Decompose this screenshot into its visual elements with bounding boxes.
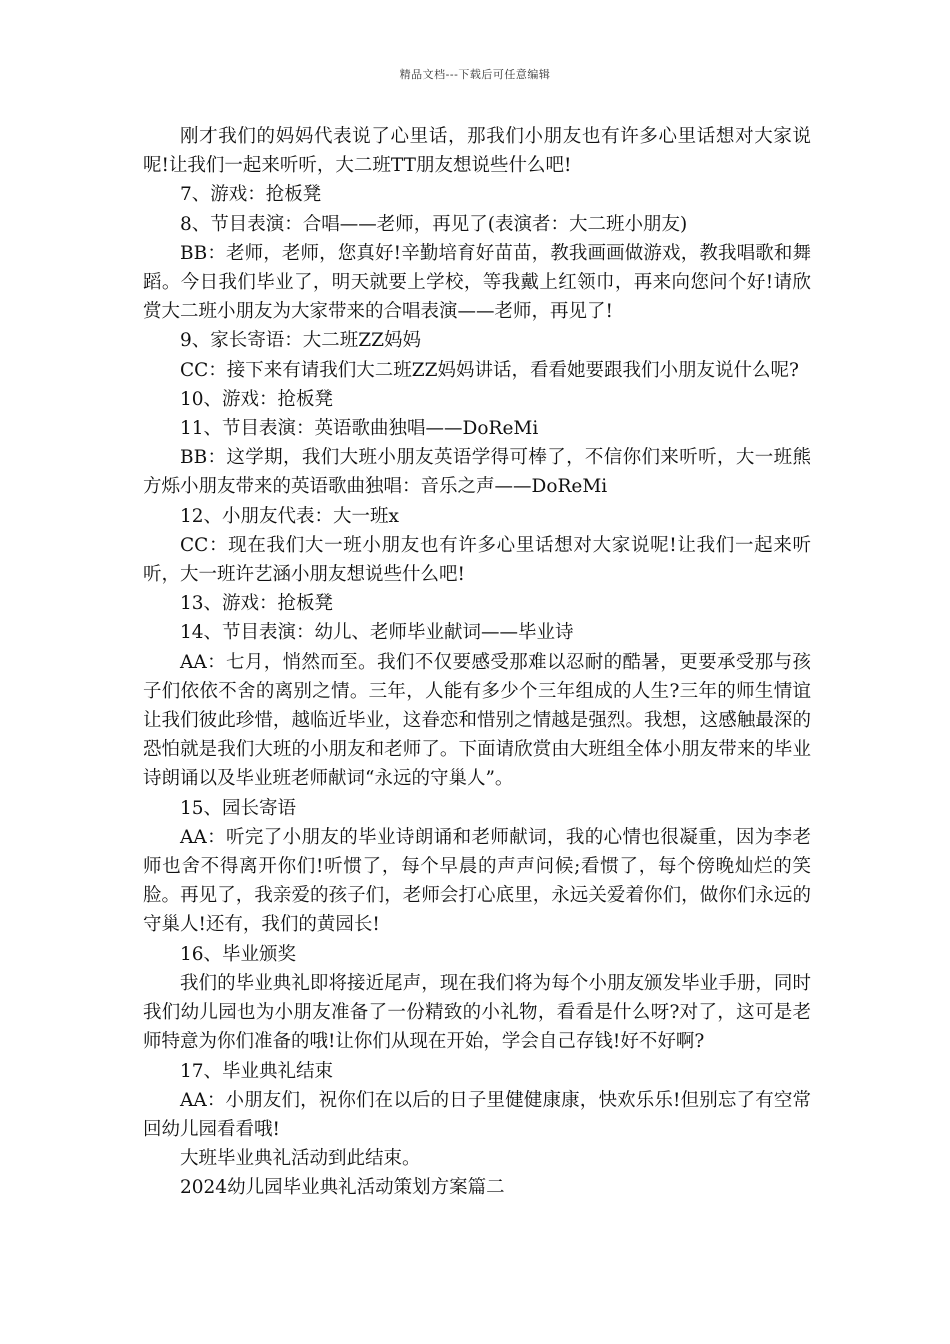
- paragraph: CC：接下来有请我们大二班ZZ妈妈讲话，看看她要跟我们小朋友说什么呢?: [180, 359, 799, 381]
- paragraph: 8、节目表演：合唱——老师，再见了(表演者：大二班小朋友): [180, 213, 688, 235]
- paragraph: 大班毕业典礼活动到此结束。: [180, 1148, 421, 1170]
- paragraph: AA：听完了小朋友的毕业诗朗诵和老师献词，我的心情也很凝重，因为李老师也舍不得离开你们!听惯了，每个早晨的声声问候;看惯了，每个傍晚灿烂的笑脸。再见了，我亲爱的孩子们，老师会打心底里，永远关爱着你们，做你们永远的守巢人!还有，我们的黄园长!: [143, 826, 811, 936]
- document-body: [143, 122, 811, 1203]
- paragraph: 12、小朋友代表：大一班x: [180, 505, 399, 527]
- paragraph: AA：小朋友们，祝你们在以后的日子里健健康康，快欢乐乐!但别忘了有空常回幼儿园看看哦!: [143, 1089, 811, 1140]
- paragraph: 我们的毕业典礼即将接近尾声，现在我们将为每个小朋友颁发毕业手册，同时我们幼儿园也为小朋友准备了一份精致的小礼物，看看是什么呀?对了，这可是老师特意为你们准备的哦!让你们从现在开始，学会自己存钱!好不好啊?: [143, 972, 811, 1053]
- paragraph: BB：老师，老师，您真好!辛勤培育好苗苗，教我画画做游戏，教我唱歌和舞蹈。今日我们毕业了，明天就要上学校，等我戴上红领巾，再来向您问个好!请欣赏大二班小朋友为大家带来的合唱表演——老师，再见了!: [143, 242, 811, 323]
- paragraph: 17、毕业典礼结束: [180, 1060, 334, 1082]
- paragraph: 16、毕业颁奖: [180, 943, 297, 965]
- paragraph: AA：七月，悄然而至。我们不仅要感受那难以忍耐的酷暑，更要承受那与孩子们依依不舍的离别之情。三年，人能有多少个三年组成的人生?三年的师生情谊让我们彼此珍惜，越临近毕业，这眷恋和惜别之情越是强烈。我想，这感触最深的恐怕就是我们大班的小朋友和老师了。下面请欣赏由大班组全体小朋友带来的毕业诗朗诵以及毕业班老师献词“永远的守巢人”。: [143, 651, 811, 790]
- paragraph: BB：这学期，我们大班小朋友英语学得可棒了，不信你们来听听，大一班熊方烁小朋友带来的英语歌曲独唱：音乐之声——DoReMi: [143, 447, 811, 498]
- paragraph: 9、家长寄语：大二班ZZ妈妈: [180, 330, 421, 352]
- paragraph: 刚才我们的妈妈代表说了心里话，那我们小朋友也有许多心里话想对大家说呢!让我们一起来听听，大二班TT朋友想说些什么吧!: [143, 126, 811, 177]
- paragraph: 13、游戏：抢板凳: [180, 593, 334, 615]
- paragraph: 11、节目表演：英语歌曲独唱——DoReMi: [180, 418, 539, 440]
- paragraph: 15、园长寄语: [180, 797, 297, 819]
- paragraph: 10、游戏：抢板凳: [180, 388, 334, 410]
- page-header: 精品文档---下载后可任意编辑: [399, 68, 551, 81]
- paragraph: CC：现在我们大一班小朋友也有许多心里话想对大家说呢!让我们一起来听听，大一班许艺涵小朋友想说些什么吧!: [143, 534, 811, 586]
- paragraph: 14、节目表演：幼儿、老师毕业献词——毕业诗: [180, 622, 574, 644]
- paragraph: 7、游戏：抢板凳: [180, 184, 322, 206]
- paragraph: 2024幼儿园毕业典礼活动策划方案篇二: [180, 1177, 505, 1199]
